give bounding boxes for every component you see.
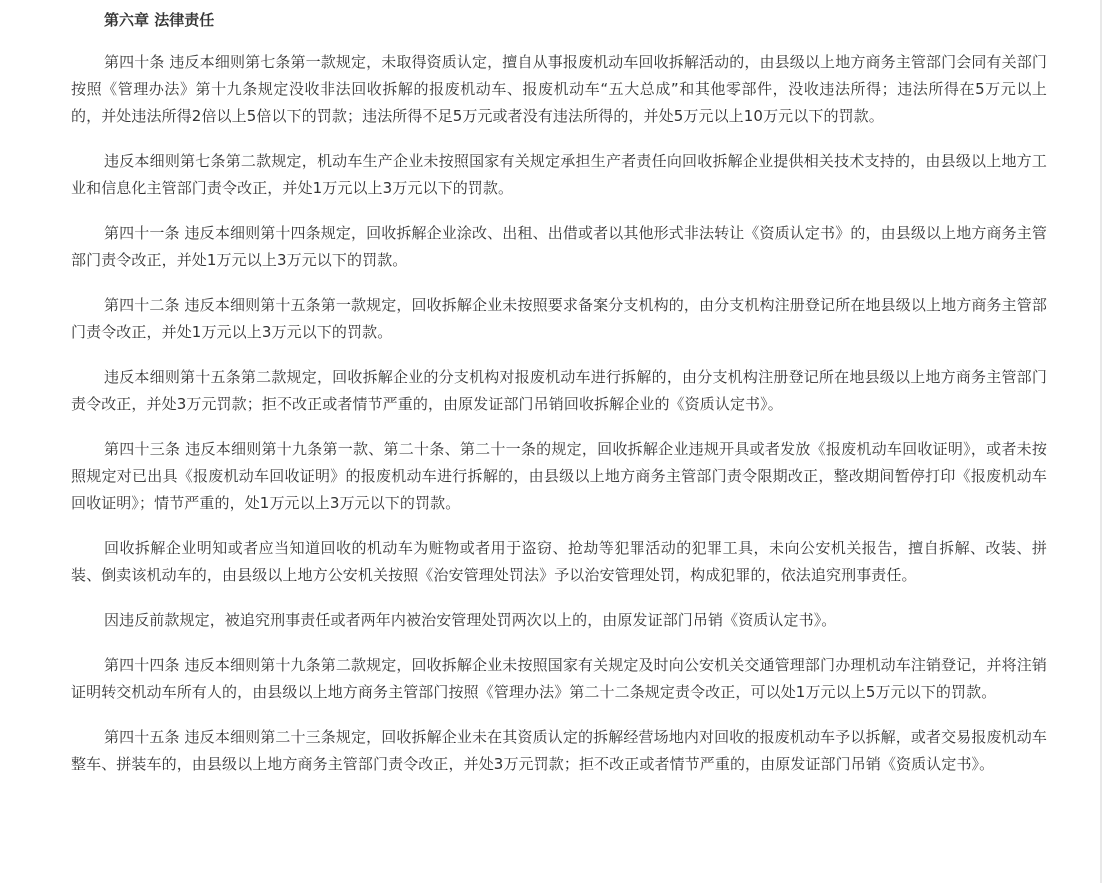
article-43-paragraph: 第四十三条 违反本细则第十九条第一款、第二十条、第二十一条的规定，回收拆解企业违规开具或者发放《报废机动车回收证明》，或者未按照规定对已出具《报废机动车回收证明》的报废机动车进行拆解的，由县级以上地方商务主管部门责令限期改正，整改期间暂停打印《报废机动车回收证明》；情节严重的，处1万元以上3万元以下的罚款。: [71, 440, 1047, 512]
article-41-paragraph: 第四十一条 违反本细则第十四条规定，回收拆解企业涂改、出租、出借或者以其他形式非法转让《资质认定书》的，由县级以上地方商务主管部门责令改正，并处1万元以上3万元以下的罚款。: [71, 224, 1047, 269]
article-43-second-paragraph: 回收拆解企业明知或者应当知道回收的机动车为赃物或者用于盗窃、抢劫等犯罪活动的犯罪工具，未向公安机关报告，擅自拆解、改装、拼装、倒卖该机动车的，由县级以上地方公安机关按照《治安管理处罚法》予以治安管理处罚，构成犯罪的，依法追究刑事责任。: [71, 539, 1047, 584]
article-44-paragraph: 第四十四条 违反本细则第十九条第二款规定，回收拆解企业未按照国家有关规定及时向公安机关交通管理部门办理机动车注销登记，并将注销证明转交机动车所有人的，由县级以上地方商务主管部门按照《管理办法》第二十二条规定责令改正，可以处1万元以上5万元以下的罚款。: [71, 656, 1047, 701]
article-40-second-paragraph: 违反本细则第七条第二款规定，机动车生产企业未按照国家有关规定承担生产者责任向回收拆解企业提供相关技术支持的，由县级以上地方工业和信息化主管部门责令改正，并处1万元以上3万元以下的罚款。: [71, 152, 1047, 197]
article-42-second-paragraph: 违反本细则第十五条第二款规定，回收拆解企业的分支机构对报废机动车进行拆解的，由分支机构注册登记所在地县级以上地方商务主管部门责令改正，并处3万元罚款；拒不改正或者情节严重的，由原发证部门吊销回收拆解企业的《资质认定书》。: [71, 368, 1047, 413]
chapter-title: 第六章 法律责任: [104, 11, 215, 29]
article-42-paragraph: 第四十二条 违反本细则第十五条第一款规定，回收拆解企业未按照要求备案分支机构的，由分支机构注册登记所在地县级以上地方商务主管部门责令改正，并处1万元以上3万元以下的罚款。: [71, 296, 1047, 341]
article-43-third-paragraph: 因违反前款规定，被追究刑事责任或者两年内被治安管理处罚两次以上的，由原发证部门吊销《资质认定书》。: [104, 611, 837, 629]
article-45-paragraph: 第四十五条 违反本细则第二十三条规定，回收拆解企业未在其资质认定的拆解经营场地内对回收的报废机动车予以拆解，或者交易报废机动车整车、拼装车的，由县级以上地方商务主管部门责令改正，并处3万元罚款；拒不改正或者情节严重的，由原发证部门吊销《资质认定书》。: [71, 728, 1047, 773]
article-body: [71, 8, 1047, 778]
article-40-paragraph: 第四十条 违反本细则第七条第一款规定，未取得资质认定，擅自从事报废机动车回收拆解活动的，由县级以上地方商务主管部门会同有关部门按照《管理办法》第十九条规定没收非法回收拆解的报废机动车、报废机动车“五大总成”和其他零部件，没收违法所得；违法所得在5万元以上的，并处违法所得2倍以上5倍以下的罚款；违法所得不足5万元或者没有违法所得的，并处5万元以上10万元以下的罚款。: [71, 53, 1047, 125]
